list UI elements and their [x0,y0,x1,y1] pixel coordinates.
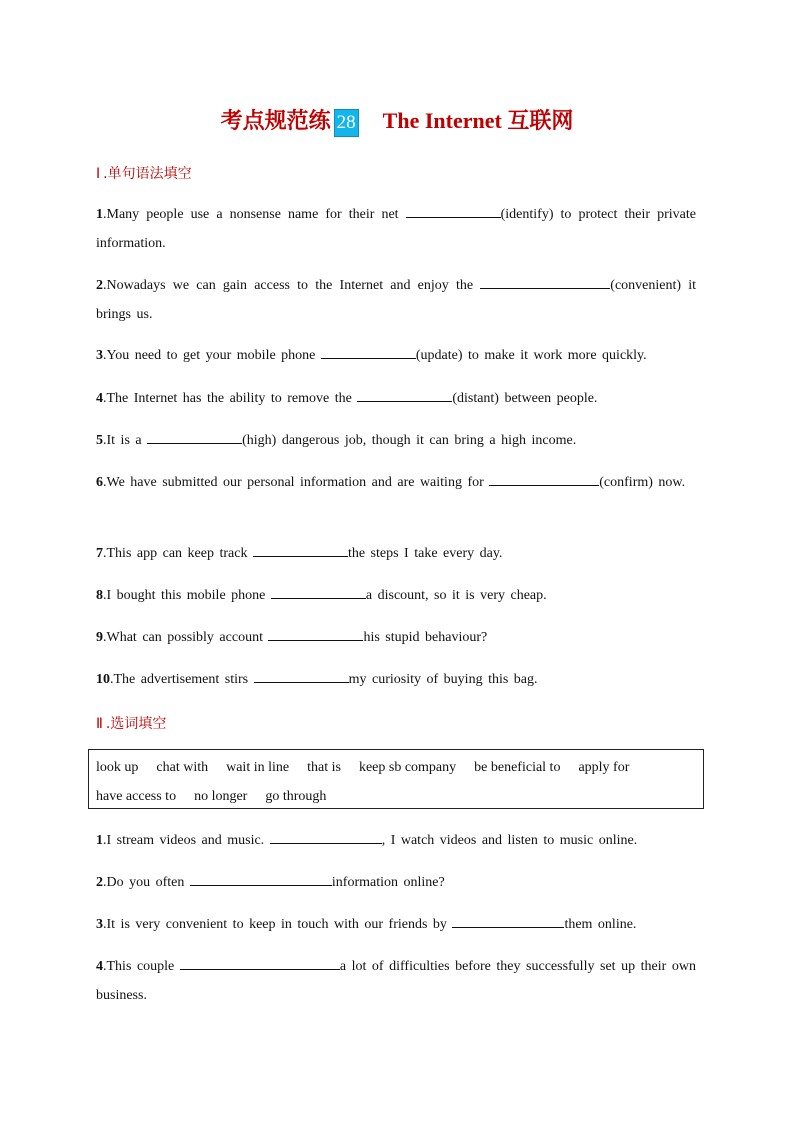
s2-question-2: 2.Do you often information online? [96,868,696,897]
answer-blank[interactable] [270,827,382,844]
answer-blank[interactable] [147,427,242,444]
section-1-roman: Ⅰ [96,166,101,182]
title-topic: The Internet 互联网 [382,108,574,133]
answer-blank[interactable] [268,624,363,641]
answer-blank[interactable] [321,342,416,359]
page-title [0,104,794,137]
s1-question-3: 3.You need to get your mobile phone (update) to make it work more quickly. [96,341,696,370]
word-bank-item: look up [96,760,139,775]
s1-question-1: 1.Many people use a nonsense name for their net (identify) to protect their private information. [96,200,696,258]
answer-blank[interactable] [452,911,564,928]
word-bank-item: keep sb company [358,760,457,775]
answer-blank[interactable] [190,869,332,886]
section-2-roman: Ⅱ [96,716,103,732]
answer-blank[interactable] [180,953,340,970]
section-2-heading [96,713,166,733]
word-bank-item: be beneficial to [474,760,561,775]
word-bank-box [88,749,704,809]
word-bank-item: apply for [578,760,630,775]
answer-blank[interactable] [406,201,501,218]
section-2-label: .选词填空 [105,716,167,732]
word-bank-item: go through [265,789,327,804]
section-1-heading [96,163,192,183]
answer-blank[interactable] [254,666,349,683]
answer-blank[interactable] [480,272,610,289]
s1-question-2: 2.Nowadays we can gain access to the Internet and enjoy the (convenient) it brings us. [96,271,696,329]
title-prefix: 考点规范练 [220,108,331,133]
word-bank-item: chat with [156,760,209,775]
answer-blank[interactable] [357,385,452,402]
s1-question-7: 7.This app can keep track the steps I take every day. [96,539,696,568]
s2-question-3: 3.It is very convenient to keep in touch with our friends by them online. [96,910,696,939]
s1-question-5: 5.It is a (high) dangerous job, though it can bring a high income. [96,426,696,455]
s1-question-6: 6.We have submitted our personal information and are waiting for (confirm) now. [96,468,696,497]
word-bank-item: have access to [96,789,177,804]
exercise-number-badge: 28 [334,109,359,137]
s2-question-1: 1.I stream videos and music. , I watch videos and listen to music online. [96,826,696,855]
s2-question-4: 4.This couple a lot of difficulties before they successfully set up their own business. [96,952,696,1010]
s1-question-8: 8.I bought this mobile phone a discount, so it is very cheap. [96,581,696,610]
s1-question-10: 10.The advertisement stirs my curiosity of buying this bag. [96,665,696,694]
word-bank-item: wait in line [226,760,290,775]
word-bank-item: that is [307,760,341,775]
answer-blank[interactable] [271,582,366,599]
s1-question-9: 9.What can possibly account his stupid behaviour? [96,623,696,652]
section-1-label: .单句语法填空 [103,166,192,182]
answer-blank[interactable] [489,469,599,486]
s1-question-4: 4.The Internet has the ability to remove the (distant) between people. [96,384,696,413]
answer-blank[interactable] [253,540,348,557]
word-bank-item: no longer [194,789,248,804]
